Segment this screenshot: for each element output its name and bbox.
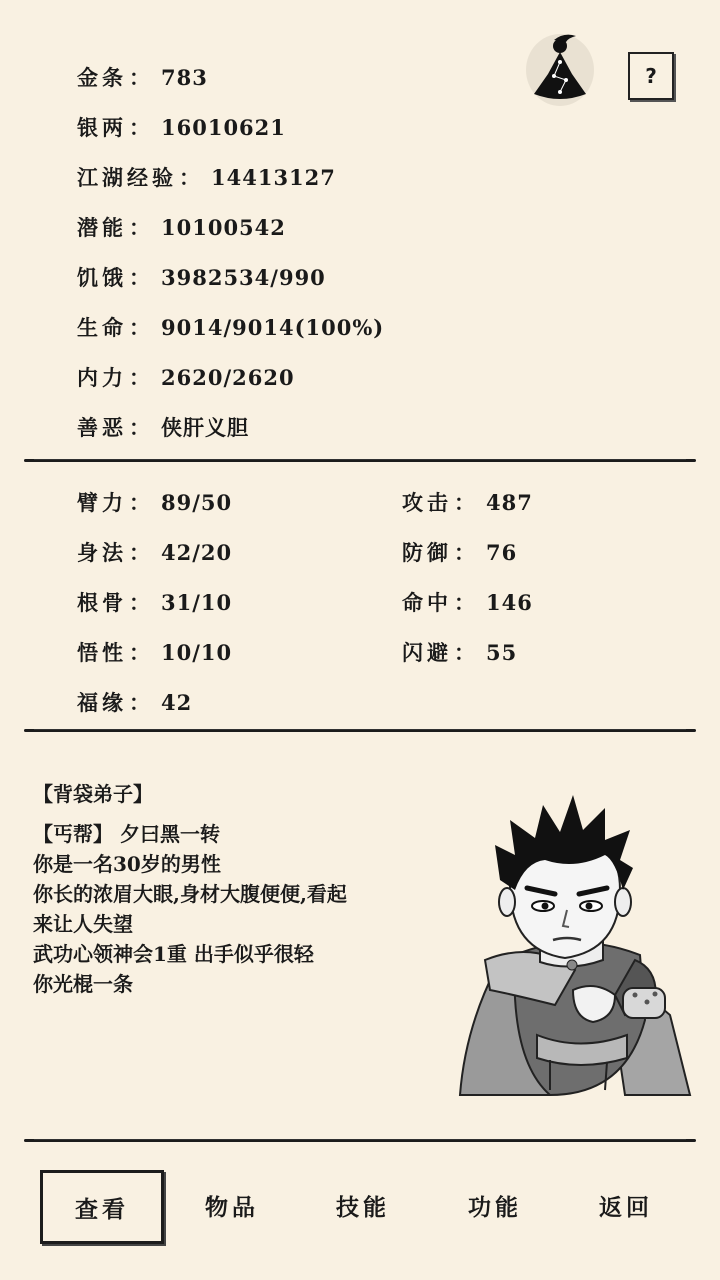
stat-gold: [77, 62, 208, 92]
combat-dodge: [402, 637, 517, 667]
stat-label: 内力: [77, 365, 127, 390]
character-portrait: [455, 790, 695, 1100]
divider: [24, 459, 696, 462]
combat-label: 命中: [402, 590, 452, 615]
stat-separator: ：: [129, 690, 151, 715]
tab-functions[interactable]: 功能: [468, 1193, 522, 1221]
stat-separator: ：: [129, 215, 151, 240]
stat-value: 783: [161, 65, 208, 90]
stat-potential: [77, 212, 286, 242]
combat-defense: [402, 537, 517, 567]
stat-separator: ：: [179, 165, 201, 190]
tab-skills[interactable]: 技能: [336, 1193, 390, 1221]
divider: [24, 729, 696, 732]
stat-separator: ：: [129, 265, 151, 290]
attr-label: 身法: [77, 540, 127, 565]
character-marital-line: 你光棍一条: [33, 972, 133, 996]
character-appearance-line-2: 来让人失望: [33, 912, 133, 936]
attr-constitution: [77, 587, 232, 617]
attr-comprehension: [77, 637, 232, 667]
combat-value: 55: [486, 640, 518, 665]
stat-separator: ：: [454, 590, 476, 615]
attr-fortune: [77, 687, 192, 717]
combat-value: 487: [486, 490, 533, 515]
stat-separator: ：: [129, 65, 151, 90]
combat-value: 76: [486, 540, 518, 565]
combat-attack: [402, 487, 533, 517]
attr-label: 臂力: [77, 490, 127, 515]
stat-separator: ：: [129, 115, 151, 140]
help-button[interactable]: ?: [628, 52, 674, 100]
stat-value: 14413127: [211, 165, 336, 190]
character-age-line: 你是一名30岁的男性: [33, 852, 221, 876]
stat-label: 银两: [77, 115, 127, 140]
character-rank: 【背袋弟子】: [33, 782, 153, 806]
attr-value: 89/50: [161, 490, 233, 515]
stat-value: 9014/9014(100%): [161, 315, 385, 340]
character-skill-line: 武功心领神会1重 出手似乎很轻: [33, 942, 314, 966]
combat-label: 闪避: [402, 640, 452, 665]
attr-label: 福缘: [77, 690, 127, 715]
attr-value: 42/20: [161, 540, 233, 565]
tab-items[interactable]: 物品: [205, 1193, 259, 1221]
stat-separator: ：: [129, 640, 151, 665]
stat-value: 16010621: [161, 115, 286, 140]
stat-separator: ：: [129, 365, 151, 390]
stat-hunger: [77, 262, 326, 292]
attr-value: 42: [161, 690, 193, 715]
attr-strength: [77, 487, 232, 517]
divider: [24, 1139, 696, 1142]
stat-label: 善恶: [77, 415, 127, 440]
stat-separator: ：: [129, 590, 151, 615]
stat-separator: ：: [129, 415, 151, 440]
meditation-logo-icon: [524, 30, 596, 106]
stat-value: 侠肝义胆: [161, 415, 249, 440]
tab-back[interactable]: 返回: [599, 1193, 653, 1221]
stat-label: 金条: [77, 65, 127, 90]
combat-label: 防御: [402, 540, 452, 565]
attr-value: 10/10: [161, 640, 233, 665]
stat-morality: [77, 412, 249, 442]
combat-hit: [402, 587, 533, 617]
stat-label: 饥饿: [77, 265, 127, 290]
stat-label: 潜能: [77, 215, 127, 240]
stat-experience: [77, 162, 336, 192]
stat-value: 10100542: [161, 215, 286, 240]
character-appearance-line: 你长的浓眉大眼,身材大腹便便,看起: [33, 882, 347, 906]
stat-separator: ：: [454, 540, 476, 565]
attr-agility: [77, 537, 232, 567]
tab-view[interactable]: 查看: [40, 1170, 164, 1244]
stat-label: 江湖经验: [77, 165, 177, 190]
combat-value: 146: [486, 590, 533, 615]
stat-separator: ：: [129, 490, 151, 515]
attr-label: 悟性: [77, 640, 127, 665]
stat-value: 3982534/990: [161, 265, 326, 290]
attr-label: 根骨: [77, 590, 127, 615]
stat-separator: ：: [454, 640, 476, 665]
stat-separator: ：: [129, 540, 151, 565]
stat-label: 生命: [77, 315, 127, 340]
stat-separator: ：: [129, 315, 151, 340]
attr-value: 31/10: [161, 590, 233, 615]
stat-life: [77, 312, 384, 342]
stat-separator: ：: [454, 490, 476, 515]
character-faction-line: 【丐帮】 夕曰黑一转: [33, 822, 220, 846]
combat-label: 攻击: [402, 490, 452, 515]
stat-value: 2620/2620: [161, 365, 295, 390]
stat-internal-force: [77, 362, 295, 392]
stat-silver: [77, 112, 286, 142]
